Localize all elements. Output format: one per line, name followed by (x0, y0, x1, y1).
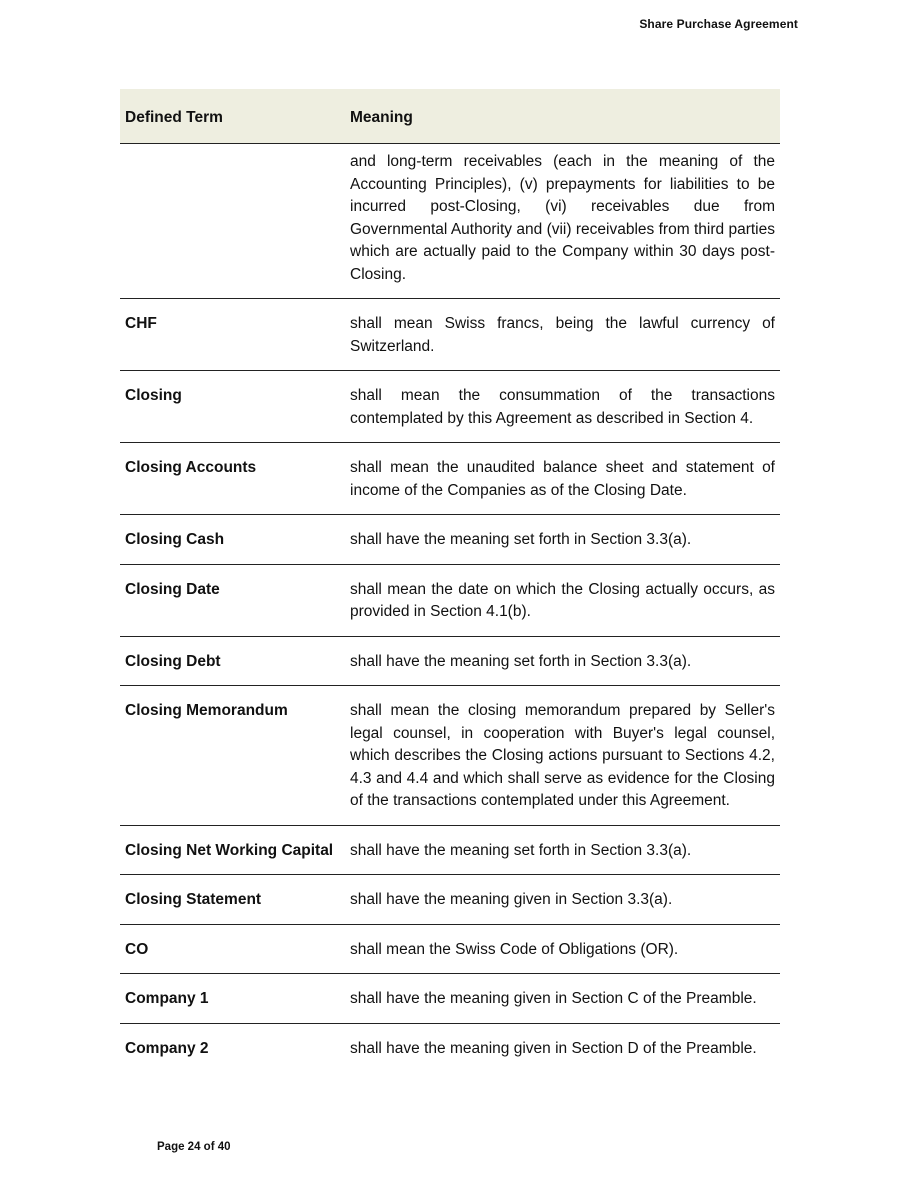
meaning-cell: shall have the meaning given in Section C of the Preamble. (345, 974, 780, 1024)
term-cell: Closing Date (120, 564, 345, 636)
meaning-cell: shall have the meaning given in Section D of the Preamble. (350, 1039, 757, 1057)
meaning-cell: shall have the meaning given in Section 3.3(a). (345, 875, 780, 925)
table-row (120, 564, 780, 636)
table-row (120, 825, 780, 875)
table-row (120, 299, 780, 371)
meaning-cell: shall have the meaning set forth in Section 3.3(a). (345, 825, 780, 875)
table-row (120, 1023, 780, 1072)
page-number: Page 24 of 40 (157, 1141, 231, 1153)
meaning-cell: and long-term receivables (each in the meaning of the Accounting Principles), (v) prepayments for liabilities to be incurred post-Closing, (vi) receivables due from Governmental Authority and (vii) receivables from third parties which are actually paid to the Company within 30 days post-Closing. (345, 144, 780, 299)
meaning-cell: shall mean the closing memorandum prepared by Seller's legal counsel, in cooperation with Buyer's legal counsel, which describes the Closing actions pursuant to Sections 4.2, 4.3 and 4.4 and which shall serve as evidence for the Closing of the transactions contemplated under this Agreement. (345, 686, 780, 826)
term-cell: Closing (120, 371, 345, 443)
meaning-cell: shall have the meaning set forth in Section 3.3(a). (345, 636, 780, 686)
meaning-cell: shall mean Swiss francs, being the lawful currency of Switzerland. (345, 299, 780, 371)
term-cell: Closing Accounts (120, 443, 345, 515)
meaning-cell: shall mean the unaudited balance sheet and statement of income of the Companies as of the Closing Date. (345, 443, 780, 515)
meaning-cell: shall mean the date on which the Closing actually occurs, as provided in Section 4.1(b). (345, 564, 780, 636)
table-row (120, 686, 780, 826)
meaning-cell: shall mean the Swiss Code of Obligations (OR). (345, 924, 780, 974)
term-cell: Company 2 (125, 1039, 209, 1057)
table-row (120, 443, 780, 515)
term-cell: Closing Debt (120, 636, 345, 686)
term-cell: Company 1 (120, 974, 345, 1024)
table-row (120, 515, 780, 565)
meaning-cell: shall have the meaning set forth in Section 3.3(a). (345, 515, 780, 565)
document-title: Share Purchase Agreement (639, 17, 798, 31)
table-row (120, 636, 780, 686)
term-cell: Closing Cash (120, 515, 345, 565)
table-row (120, 924, 780, 974)
definitions-table (120, 89, 780, 1072)
column-header-defined-term: Defined Term (120, 89, 345, 144)
term-cell: Closing Statement (120, 875, 345, 925)
table-header-row (120, 89, 780, 144)
table-row (120, 875, 780, 925)
term-cell (120, 144, 345, 299)
meaning-cell: shall mean the consummation of the transactions contemplated by this Agreement as described in Section 4. (345, 371, 780, 443)
term-cell: CHF (120, 299, 345, 371)
term-cell: Closing Memorandum (120, 686, 345, 826)
table-row (120, 144, 780, 299)
term-cell: Closing Net Working Capital (120, 825, 345, 875)
column-header-meaning: Meaning (345, 89, 780, 144)
table-row (120, 974, 780, 1024)
table-row (120, 371, 780, 443)
term-cell: CO (120, 924, 345, 974)
